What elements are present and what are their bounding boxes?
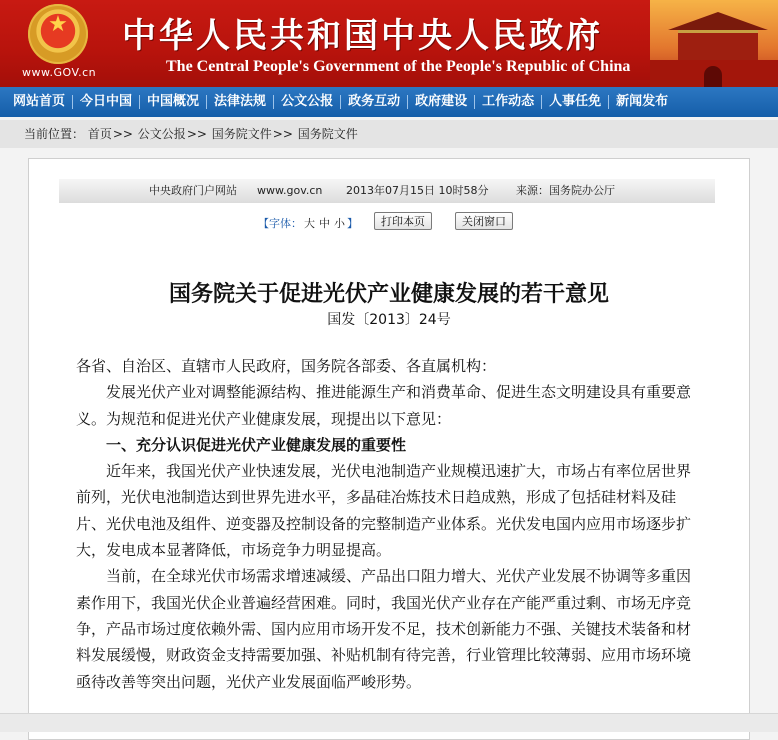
- breadcrumb-separator: >>: [272, 127, 293, 141]
- site-banner: [0, 0, 778, 87]
- breadcrumb-current[interactable]: 国务院文件: [297, 127, 358, 141]
- nav-item-today-china[interactable]: 今日中国: [72, 95, 139, 109]
- body-paragraph: 发展光伏产业对调整能源结构、推进能源生产和消费革命、促进生态文明建设具有重要意义。为规范和促进光伏产业健康发展，现提出以下意见：: [76, 383, 692, 428]
- document-body: [76, 353, 696, 695]
- main-nav: [0, 87, 778, 117]
- section-heading: 一、充分认识促进光伏产业健康发展的重要性: [106, 435, 407, 454]
- breadcrumb-documents[interactable]: 公文公报: [137, 127, 186, 141]
- nav-item-china-overview[interactable]: 中国概况: [139, 95, 206, 109]
- breadcrumb-home[interactable]: 首页: [87, 127, 112, 141]
- breadcrumb-separator: >>: [186, 127, 207, 141]
- font-size-medium[interactable]: 中: [319, 217, 330, 230]
- article-card: [28, 158, 750, 740]
- document-title: 国务院关于促进光伏产业健康发展的若干意见: [168, 281, 609, 307]
- horizontal-scrollbar[interactable]: [0, 713, 778, 732]
- nav-item-interaction[interactable]: 政务互动: [340, 95, 407, 109]
- print-button[interactable]: 打印本页: [374, 212, 432, 230]
- nav-item-work-news[interactable]: 工作动态: [474, 95, 541, 109]
- portal-name: 中央政府门户网站: [149, 184, 237, 197]
- article-meta-bar: [59, 179, 715, 203]
- article-source: 来源：国务院办公厅: [516, 184, 615, 197]
- document-number: 国发〔2013〕24号: [327, 312, 451, 328]
- publish-datetime: 2013年07月15日 10时58分: [346, 184, 489, 197]
- body-paragraph: 近年来，我国光伏产业快速发展，光伏电池制造产业规模迅速扩大，市场占有率位居世界前列，光伏电池制造达到世界先进水平，多晶硅冶炼技术日趋成熟，形成了包括硅材料及硅片、光伏电池及组件、逆变器及控制设备的完整制造产业体系。光伏发电国内应用市场逐步扩大，发电成本显著降低，市场竞争力明显提高。: [76, 462, 692, 560]
- font-size-small[interactable]: 小: [334, 217, 345, 230]
- star-icon: ★: [48, 12, 68, 37]
- breadcrumb-label: 当前位置：: [24, 127, 85, 141]
- font-size-close-bracket: 】: [347, 217, 358, 230]
- tiananmen-icon: [650, 0, 778, 87]
- article-tools: [29, 211, 749, 233]
- nav-item-appointments[interactable]: 人事任免: [541, 95, 608, 109]
- site-title-chinese: 中华人民共和国中央人民政府: [122, 16, 603, 56]
- font-size-control: [258, 215, 358, 231]
- nav-item-press[interactable]: 新闻发布: [608, 95, 675, 109]
- breadcrumb-state-council[interactable]: 国务院文件: [211, 127, 272, 141]
- nav-item-government[interactable]: 政府建设: [407, 95, 474, 109]
- national-emblem-icon[interactable]: [28, 4, 88, 64]
- nav-item-documents[interactable]: 公文公报: [273, 95, 340, 109]
- font-size-label: 【字体：: [258, 217, 302, 230]
- nav-item-home[interactable]: 网站首页: [13, 94, 66, 109]
- font-size-large[interactable]: 大: [304, 217, 315, 230]
- breadcrumb-separator: >>: [112, 127, 133, 141]
- breadcrumb: [0, 120, 778, 148]
- site-title-english: The Central People's Government of the People's Republic of China: [166, 58, 631, 75]
- portal-url: www.gov.cn: [257, 184, 323, 197]
- body-paragraph: 当前，在全球光伏市场需求增速减缓、产品出口阻力增大、光伏产业发展不协调等多重因素作用下，我国光伏企业普遍经营困难。同时，我国光伏产业存在产能严重过剩、市场无序竞争，产品市场过度依赖外需、国内应用市场开发不足，技术创新能力不强、关键技术装备和材料发展缓慢，财政资金支持需要加强、补贴机制有待完善，行业管理比较薄弱、应用市场环境亟待改善等突出问题，光伏产业发展面临严峻形势。: [76, 567, 692, 691]
- site-url[interactable]: www.GOV.cn: [22, 66, 97, 79]
- close-window-button[interactable]: 关闭窗口: [455, 212, 513, 230]
- nav-item-laws[interactable]: 法律法规: [206, 95, 273, 109]
- salutation: 各省、自治区、直辖市人民政府，国务院各部委、各直属机构：: [76, 357, 497, 375]
